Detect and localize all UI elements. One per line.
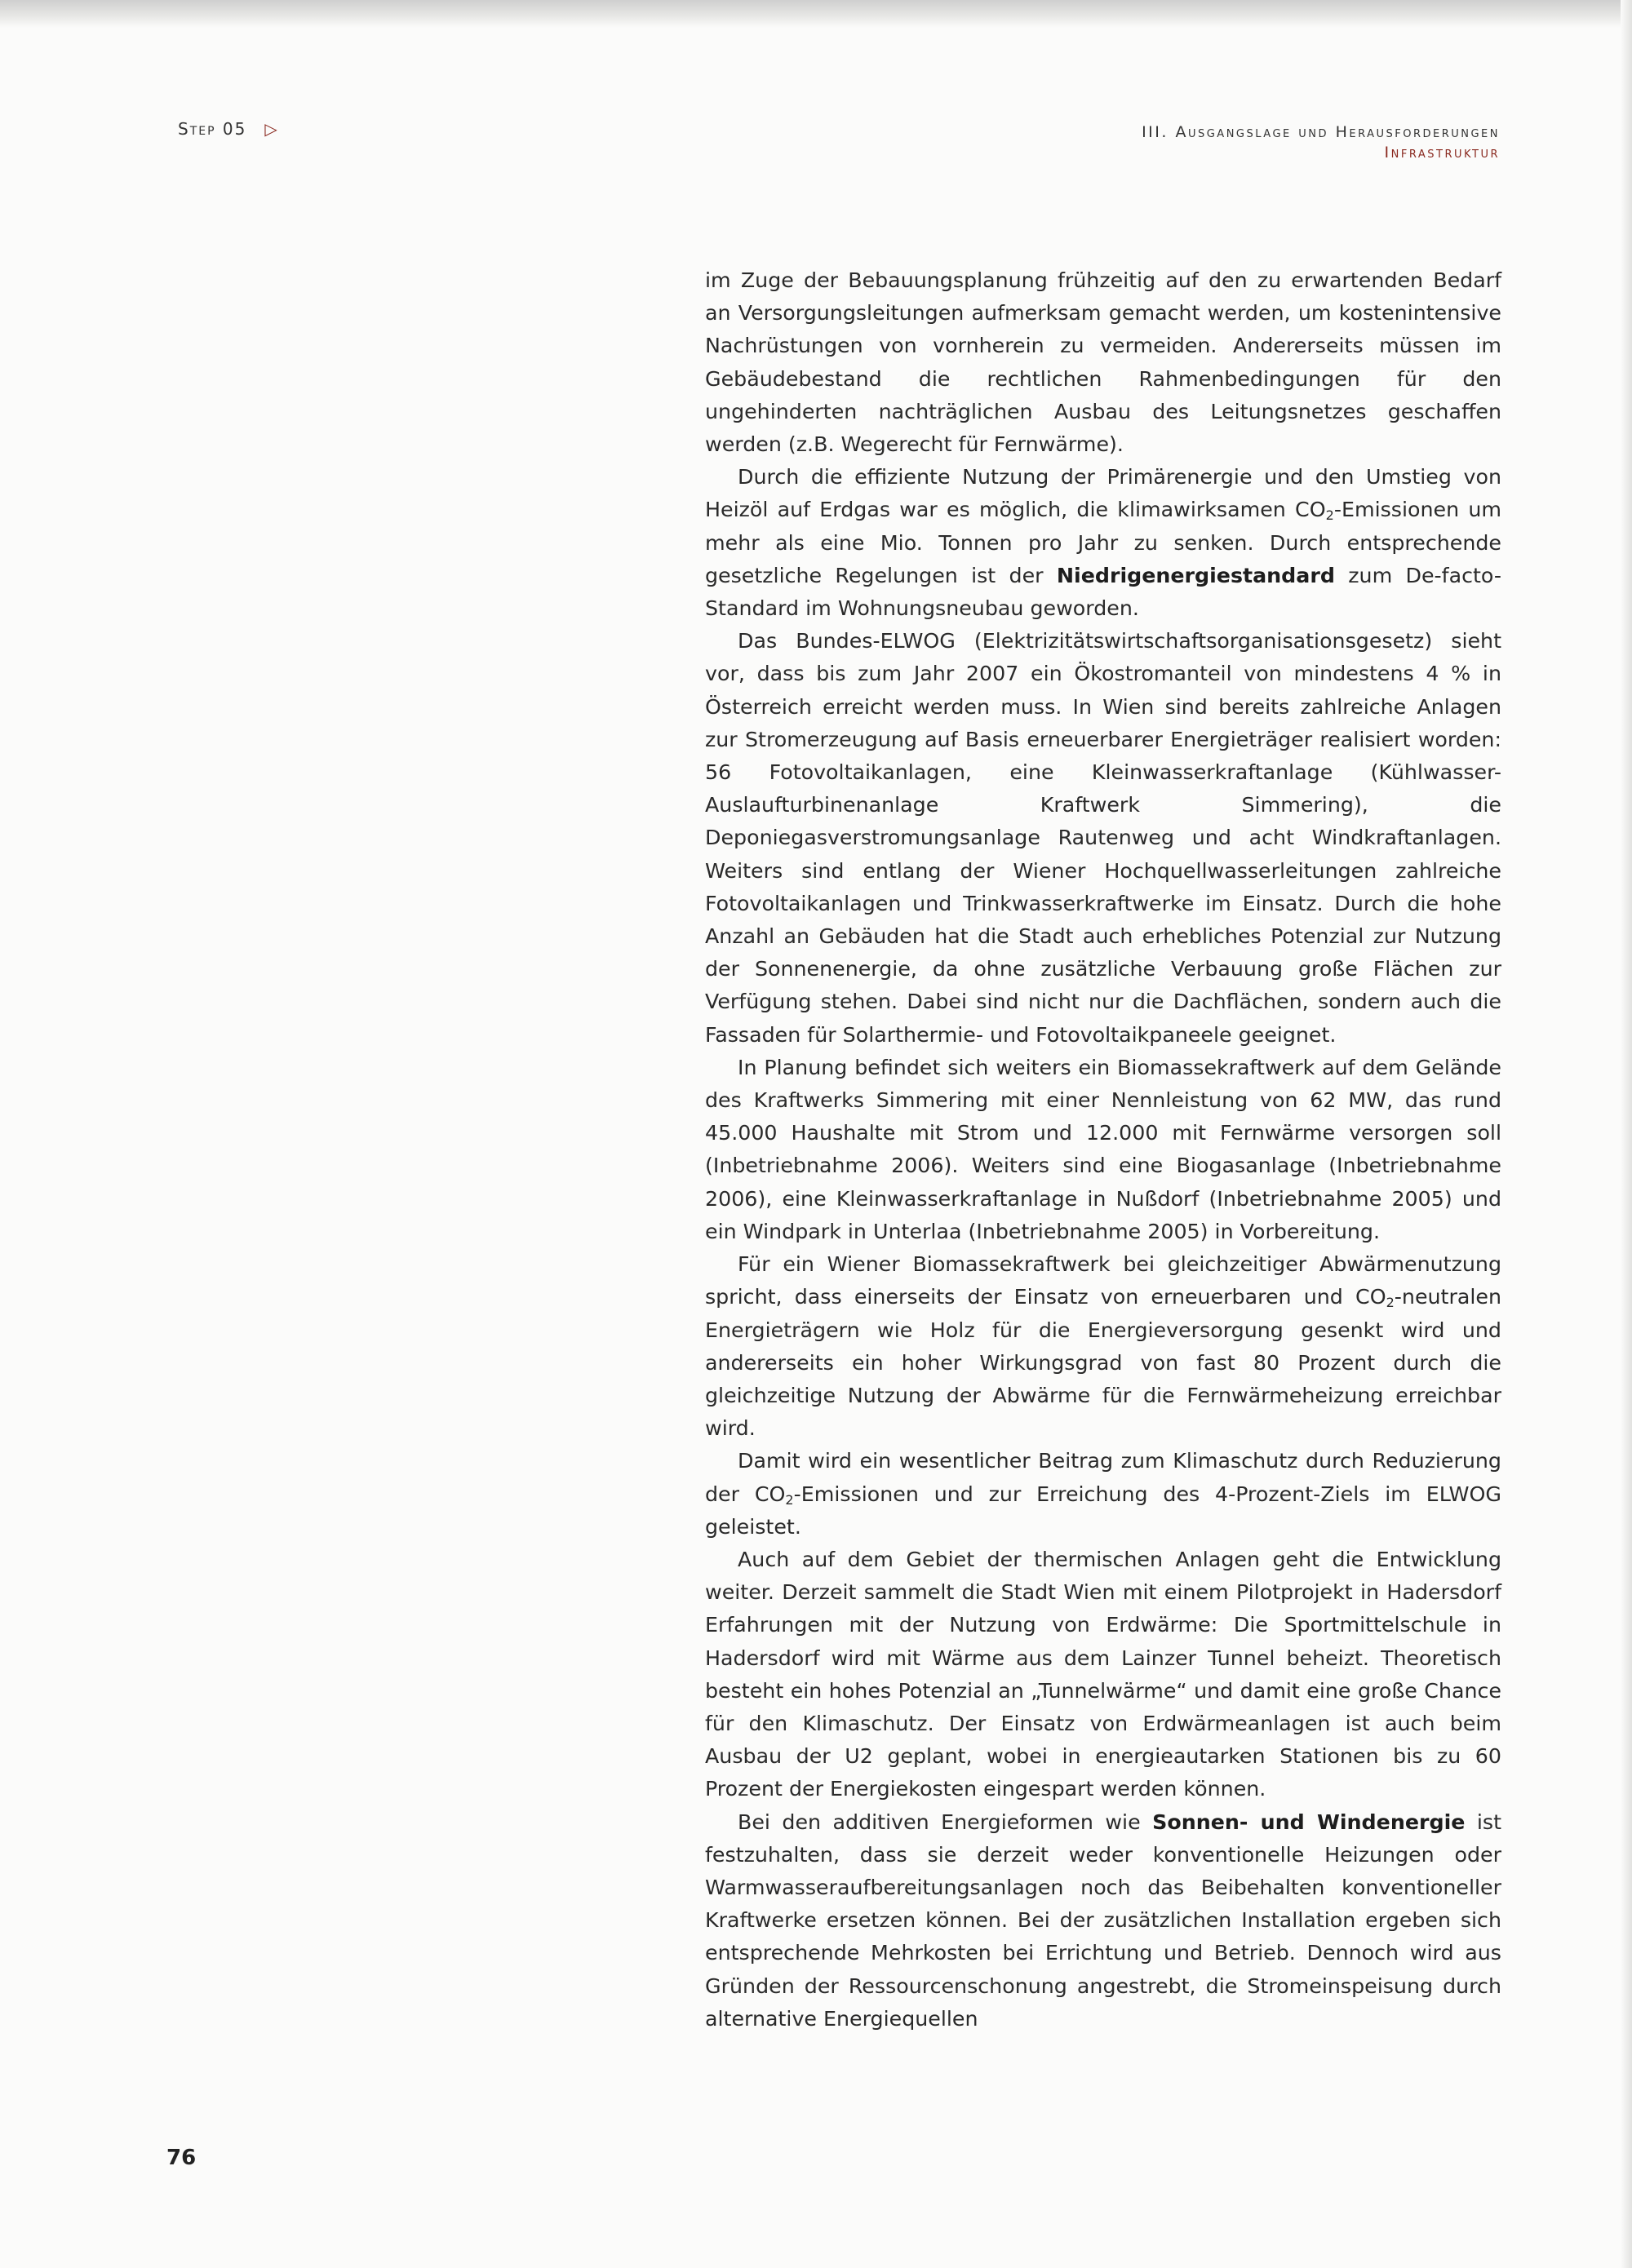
page-number: 76 [166,2146,197,2170]
bold-term-sonnen-windenergie: Sonnen- und Windenergie [1152,1810,1466,1834]
step-label: Step 05 [178,119,247,139]
triangle-right-outline-icon: ▷ [264,119,279,139]
paragraph-8-part-b: ist festzuhalten, dass sie derzeit weder konventionelle Heizungen oder Warmwasseraufbereitungsanlagen noch das Beibehalten konventioneller Kraftwerke ersetzen können. Bei der zusätzlichen Installation ergeben sich entsprechende Mehrkosten bei Errichtung und Betrieb. Dennoch wird aus Gründen der Ressourcenschonung angestrebt, die Stromeinspeisung durch alternative Energiequellen [705,1810,1501,2031]
scan-edge-right [1621,0,1632,2268]
paragraph-6-part-a: Damit wird ein wesentlicher Beitrag zum Klimaschutz durch Reduzierung der CO [705,1449,1501,1506]
paragraph-3: Das Bundes-ELWOG (Elektrizitätswirtschaftsorganisationsgesetz) sieht vor, dass bis zum Jahr 2007 ein Ökostromanteil von mindestens 4 % in Österreich erreicht werden muss. In Wien sind bereits zahlreiche Anlagen zur Stromerzeugung auf Basis erneuerbarer Energieträger realisiert worden: 56 Fotovoltaikanlagen, eine Kleinwasserkraftanlage (Kühlwasser-Auslaufturbinenanlage Kraftwerk Simmering), die Deponiegasverstromungsanlage Rautenweg und acht Windkraftanlagen. Weiters sind entlang der Wiener Hochquellwasserleitungen zahlreiche Fotovoltaikanlagen und Trinkwasserkraftwerke im Einsatz. Durch die hohe Anzahl an Gebäuden hat die Stadt auch erhebliches Potenzial zur Nutzung der Sonnenenergie, da ohne zusätzliche Verbauung große Flächen zur Verfügung stehen. Dabei sind nicht nur die Dachflächen, sondern auch die Fassaden für Solarthermie- und Fotovoltaikpaneele geeignet. [705,629,1501,1047]
paragraph-8 [705,1806,1501,2035]
paragraph-5-part-a: Für ein Wiener Biomassekraftwerk bei gleichzeitiger Abwärmenutzung spricht, dass einerseits der Einsatz von erneuerbaren und CO [705,1252,1501,1309]
paragraph-2-part-a: Durch die effiziente Nutzung der Primärenergie und den Umstieg von Heizöl auf Erdgas war es möglich, die klimawirksamen CO [705,465,1501,522]
paragraph-5 [705,1248,1501,1445]
paragraph-5-part-b: -neutralen Energieträgern wie Holz für die Energieversorgung gesenkt wird und andererseits ein hoher Wirkungsgrad von fast 80 Prozent durch die gleichzeitige Nutzung der Abwärme für die Fernwärmeheizung erreichbar wird. [705,1285,1501,1441]
paragraph-4: In Planung befindet sich weiters ein Biomassekraftwerk auf dem Gelände des Kraftwerks Simmering mit einer Nennleistung von 62 MW, das rund 45.000 Haushalte mit Strom und 12.000 mit Fernwärme versorgen soll (Inbetriebnahme 2006). Weiters sind eine Biogasanlage (Inbetriebnahme 2006), eine Kleinwasserkraftanlage in Nußdorf (Inbetriebnahme 2005) und ein Windpark in Unterlaa (Inbetriebnahme 2005) in Vorbereitung. [705,1055,1501,1243]
subscript-2: 2 [1325,507,1334,524]
section-title: III. Ausgangslage und Herausforderungen [1142,123,1500,141]
subscript-2: 2 [785,1491,794,1508]
paragraph-8-part-a: Bei den additiven Energieformen wie [738,1810,1153,1834]
paragraph-2-part-b: -Emissionen um mehr als eine Mio. Tonnen pro Jahr zu senken. Durch entsprechende gesetzliche Regelungen ist der [705,498,1501,587]
paragraph-6-part-b: -Emissionen und zur Erreichung des 4-Prozent-Ziels im ELWOG geleistet. [705,1482,1502,1539]
section-subtitle: Infrastruktur [1384,144,1500,162]
running-header-right [1142,122,1500,163]
paragraph-6 [705,1445,1501,1544]
paragraph-7: Auch auf dem Gebiet der thermischen Anlagen geht die Entwicklung weiter. Derzeit sammelt die Stadt Wien mit einem Pilotprojekt in Hadersdorf Erfahrungen mit der Nutzung von Erdwärme: Die Sportmittelschule in Hadersdorf wird mit Wärme aus dem Lainzer Tunnel beheizt. Theoretisch besteht ein hohes Potenzial an „Tunnelwärme“ und damit eine große Chance für den Klimaschutz. Der Einsatz von Erdwärmeanlagen ist auch beim Ausbau der U2 geplant, wobei in energieautarken Stationen bis zu 60 Prozent der Energiekosten eingespart werden können. [705,1547,1501,1801]
scan-edge-top [0,0,1632,28]
paragraph-2-part-c: zum De-facto-Standard im Wohnungsneubau geworden. [705,563,1501,621]
subscript-2: 2 [1386,1295,1395,1311]
paragraph-1: im Zuge der Bebauungsplanung frühzeitig auf den zu erwartenden Bedarf an Versorgungsleitungen aufmerksam gemacht werden, um kostenintensive Nachrüstungen von vornherein zu vermeiden. Andererseits müssen im Gebäudebestand die rechtlichen Rahmenbedingungen für den ungehinderten nachträglichen Ausbau des Leitungsnetzes geschaffen werden (z.B. Wegerecht für Fernwärme). [705,268,1501,457]
bold-term-niedrigenergiestandard: Niedrigenergiestandard [1056,563,1335,587]
body-text [705,264,1501,2035]
running-header-left [178,119,279,139]
paragraph-2 [705,461,1501,625]
